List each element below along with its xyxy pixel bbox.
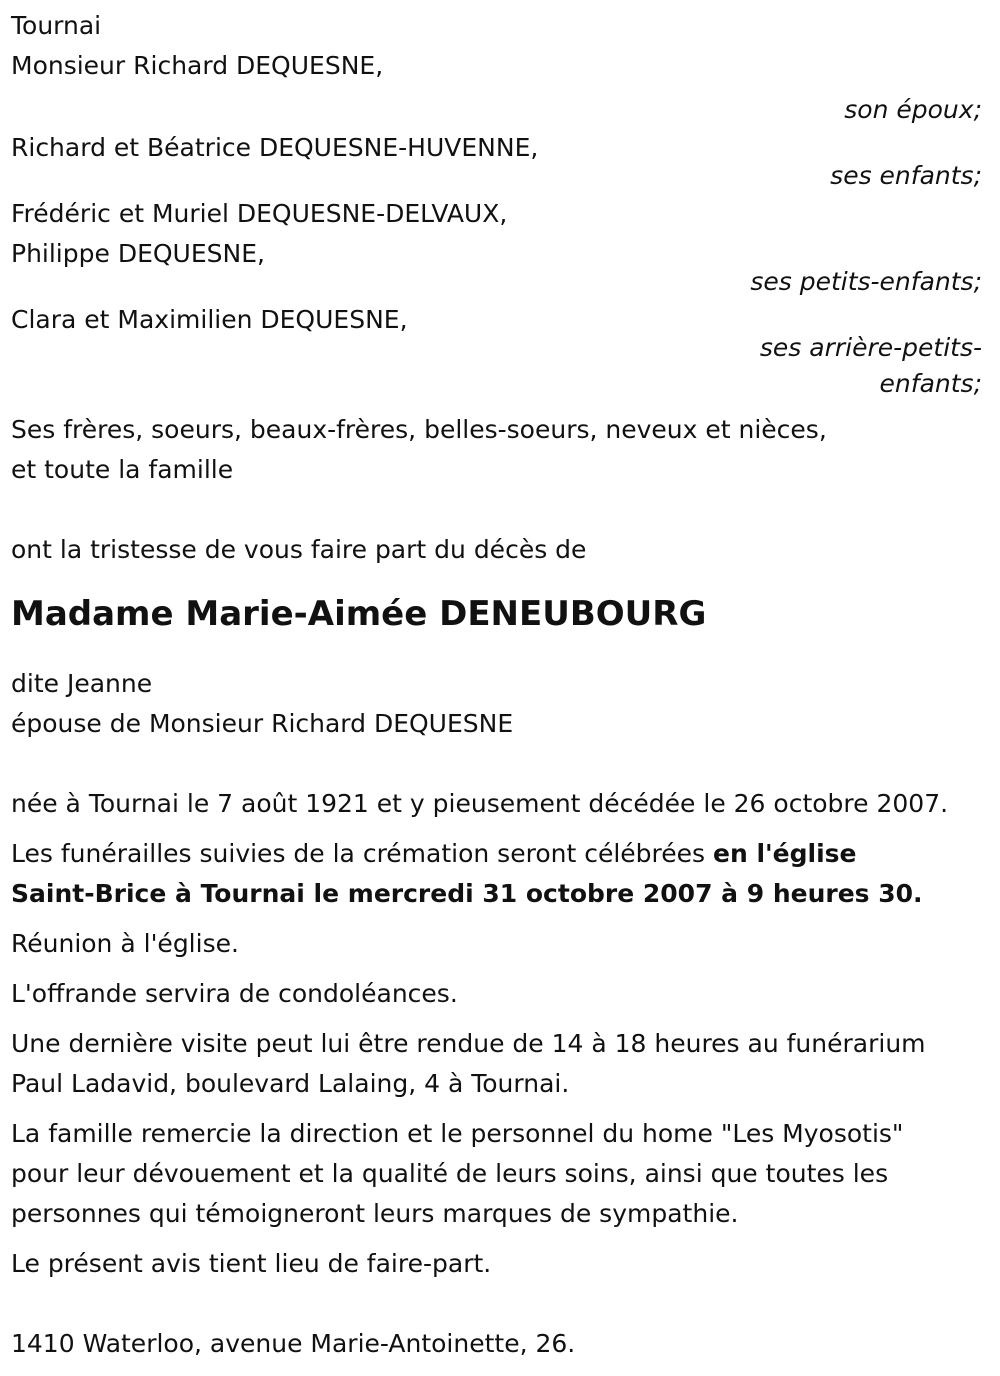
family-relation: ses petits-enfants; <box>750 267 982 296</box>
family-names: Monsieur Richard DEQUESNE, <box>11 51 384 80</box>
family-relation: enfants; <box>879 369 982 398</box>
family-names: Philippe DEQUESNE, <box>11 239 265 268</box>
deceased-spouse: épouse de Monsieur Richard DEQUESNE <box>11 709 514 738</box>
thanks <box>11 1114 990 1234</box>
spacer <box>11 490 990 530</box>
visit-line: Une dernière visite peut lui être rendue de 14 à 18 heures au funérarium <box>11 1029 926 1058</box>
extended-family <box>11 410 990 490</box>
extended-family-line: et toute la famille <box>11 455 234 484</box>
thanks-line: La famille remercie la direction et le personnel du home "Les Myosotis" <box>11 1119 904 1148</box>
thanks-line: personnes qui témoigneront leurs marques de sympathie. <box>11 1199 739 1228</box>
deceased-alias: dite Jeanne <box>11 669 153 698</box>
funeral-details <box>11 834 990 914</box>
notice: Le présent avis tient lieu de faire-part. <box>11 1249 492 1278</box>
thanks-line: pour leur dévouement et la qualité de leurs soins, ainsi que toutes les <box>11 1159 889 1188</box>
funeral-location: en l'église <box>713 839 857 868</box>
family-group-grandchildren <box>11 194 990 306</box>
family-names: Clara et Maximilien DEQUESNE, <box>11 305 408 334</box>
funeral-intro: Les funérailles suivies de la crémation seront célébrées <box>11 839 713 868</box>
deceased-name: Madame Marie-Aimée DENEUBOURG <box>11 594 707 634</box>
family-group-children <box>11 128 990 200</box>
offering: L'offrande servira de condoléances. <box>11 979 458 1008</box>
family-names: Richard et Béatrice DEQUESNE-HUVENNE, <box>11 133 539 162</box>
birth-death: née à Tournai le 7 août 1921 et y pieusement décédée le 26 octobre 2007. <box>11 789 949 818</box>
extended-family-line: Ses frères, soeurs, beaux-frères, belles-soeurs, neveux et nièces, <box>11 415 827 444</box>
place: Tournai <box>11 11 102 40</box>
family-group-spouse <box>11 46 990 134</box>
family-relation: ses enfants; <box>830 161 982 190</box>
family-names: Frédéric et Muriel DEQUESNE-DELVAUX, <box>11 199 508 228</box>
address: 1410 Waterloo, avenue Marie-Antoinette, 26. <box>11 1329 576 1358</box>
family-relation: son époux; <box>844 95 982 124</box>
announcement: ont la tristesse de vous faire part du décès de <box>11 535 587 564</box>
spacer <box>11 1284 990 1324</box>
family-group-great-grandchildren <box>11 300 990 404</box>
visit-line: Paul Ladavid, boulevard Lalaing, 4 à Tournai. <box>11 1069 570 1098</box>
spacer <box>11 744 990 784</box>
funeral-datetime: Saint-Brice à Tournai le mercredi 31 octobre 2007 à 9 heures 30. <box>11 879 923 908</box>
visit-info <box>11 1024 990 1104</box>
reunion: Réunion à l'église. <box>11 929 239 958</box>
family-relation: ses arrière-petits- <box>759 333 982 362</box>
